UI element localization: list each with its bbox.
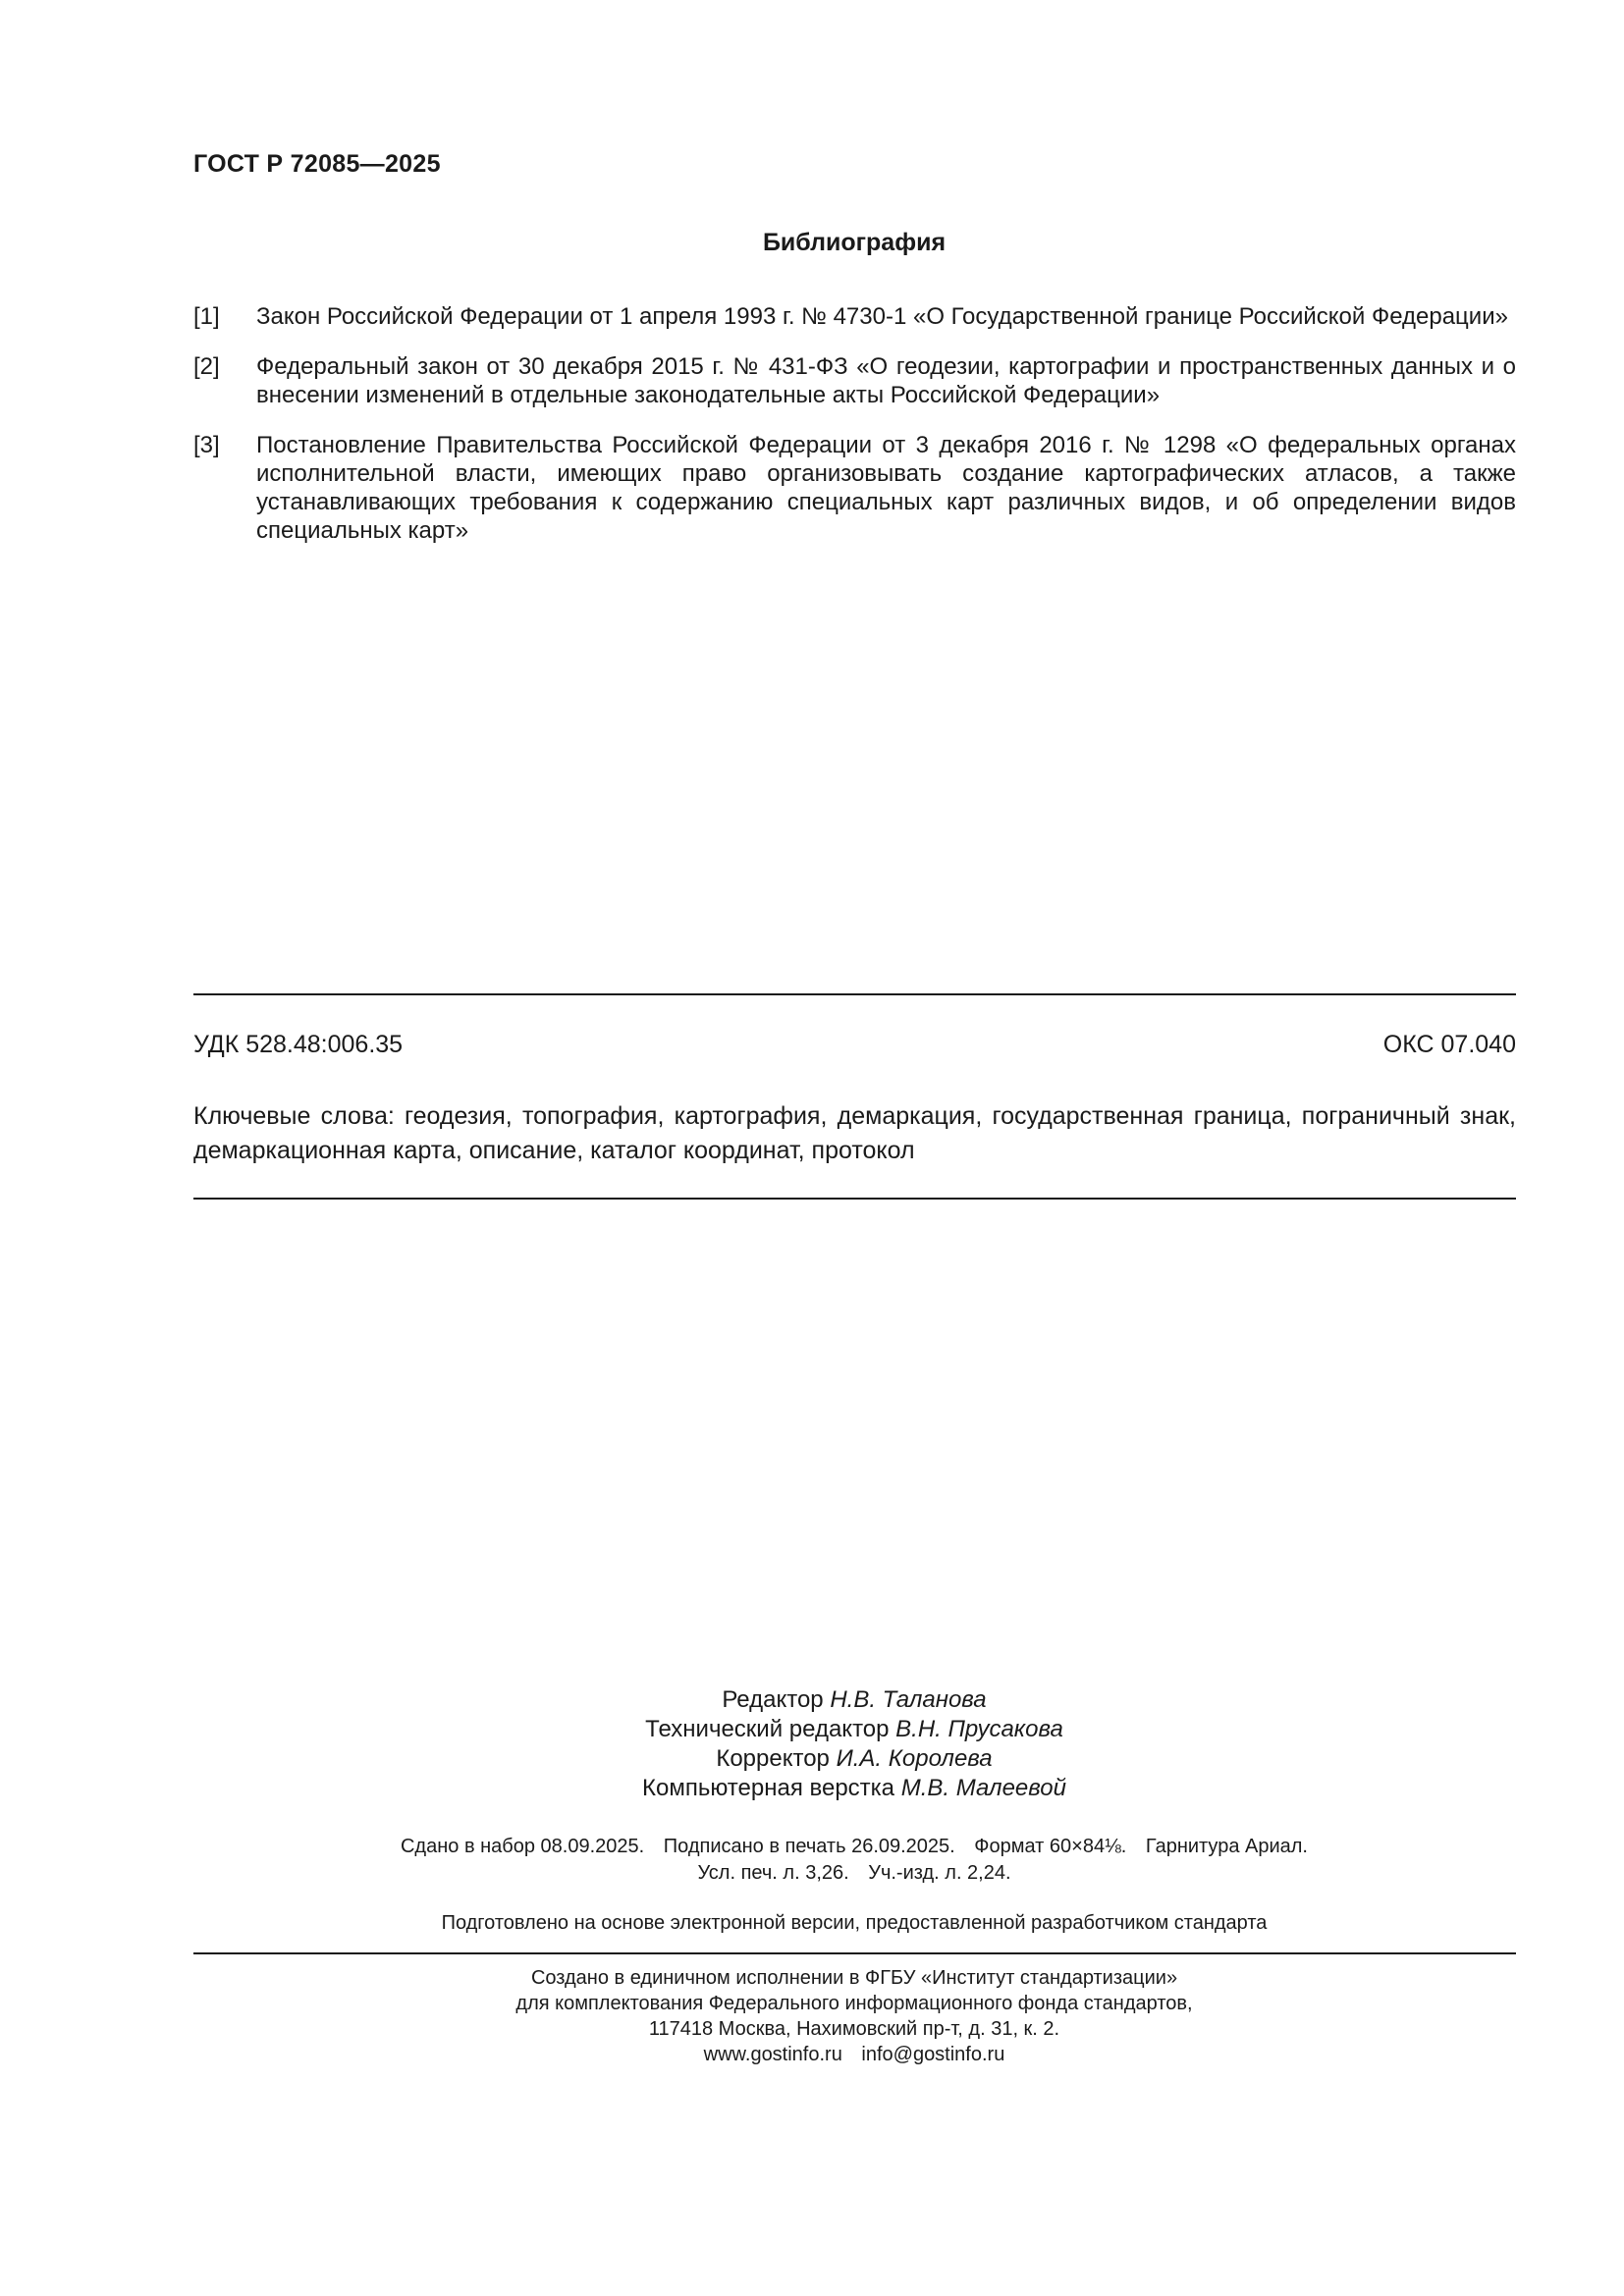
oks-code: ОКС 07.040 [1382,1031,1516,1058]
print-info-line-2 [0,1860,1624,1887]
print-sheets: Усл. печ. л. 3,26. [697,1862,849,1884]
publisher-email-link[interactable]: info@gostinfo.ru [861,2044,1005,2065]
bibliography-item-number: [2] [193,353,220,380]
print-signed: Подписано в печать 26.09.2025. [663,1836,955,1857]
bibliography-item [193,431,1516,545]
bibliography-item-text: Постановление Правительства Российской Федерации от 3 декабря 2016 г. № 1298 «О федеральных органах исполнительной власти, имеющих право организовывать создание картографических атласов, а также устанавливающих требования к содержанию специальных карт различных видов, и об определении видов специальных карт» [256,432,1516,544]
bibliography-item-text: Федеральный закон от 30 декабря 2015 г. № 431-ФЗ «О геодезии, картографии и пространственных данных и о внесении изменений в отдельные законодательные акты Российской Федерации» [256,353,1516,408]
divider-top [193,993,1516,995]
publisher-website-link[interactable]: www.gostinfo.ru [703,2044,842,2065]
bibliography-item [193,302,1516,331]
bibliography-item-text: Закон Российской Федерации от 1 апреля 1993 г. № 4730-1 «О Государственной границе Российской Федерации» [256,303,1508,330]
divider-bottom [193,1952,1516,1954]
credit-layout-label: Компьютерная верстка [642,1775,895,1801]
credit-corrector-name: И.А. Королева [836,1745,993,1772]
credit-layout [0,1774,1624,1803]
udk-code: УДК 528.48:006.35 [193,1031,404,1058]
print-info [0,1834,1624,1887]
bibliography-list [193,302,1516,566]
publisher-line-2: для комплектования Федерального информационного фонда стандартов, [515,1993,1193,2014]
print-typeface: Гарнитура Ариал. [1145,1836,1308,1857]
credit-editor-name: Н.В. Таланова [830,1686,987,1713]
print-info-line-1 [0,1834,1624,1860]
credit-layout-name: М.В. Малеевой [900,1775,1066,1801]
credit-editor [0,1685,1624,1715]
publisher-address: 117418 Москва, Нахимовский пр-т, д. 31, к. 2. [648,2018,1060,2040]
bibliography-item-number: [1] [193,303,220,330]
publisher-block [0,1965,1624,2067]
standard-code: ГОСТ Р 72085—2025 [193,150,441,178]
bibliography-item-number: [3] [193,432,220,458]
credit-tech-editor-name: В.Н. Прусакова [895,1716,1063,1742]
keywords: Ключевые слова: геодезия, топография, картография, демаркация, государственная граница, пограничный знак, демаркационная карта, описание, каталог координат, протокол [193,1102,1516,1164]
publisher-line-1: Создано в единичном исполнении в ФГБУ «Институт стандартизации» [530,1967,1178,1989]
prepared-note: Подготовлено на основе электронной версии, предоставленной разработчиком стандарта [441,1912,1268,1934]
credit-tech-editor [0,1715,1624,1744]
credit-tech-editor-label: Технический редактор [645,1716,890,1742]
credits-block [0,1685,1624,1803]
credit-corrector-label: Корректор [716,1745,830,1772]
print-submitted: Сдано в набор 08.09.2025. [400,1836,645,1857]
print-pub-sheets: Уч.-изд. л. 2,24. [868,1862,1011,1884]
credit-corrector [0,1744,1624,1774]
publisher-contacts [0,2042,1624,2067]
credit-editor-label: Редактор [722,1686,824,1713]
bibliography-item [193,352,1516,409]
divider-middle [193,1198,1516,1200]
print-format: Формат 60×84⅛. [974,1836,1127,1857]
bibliography-title: Библиография [762,229,947,256]
